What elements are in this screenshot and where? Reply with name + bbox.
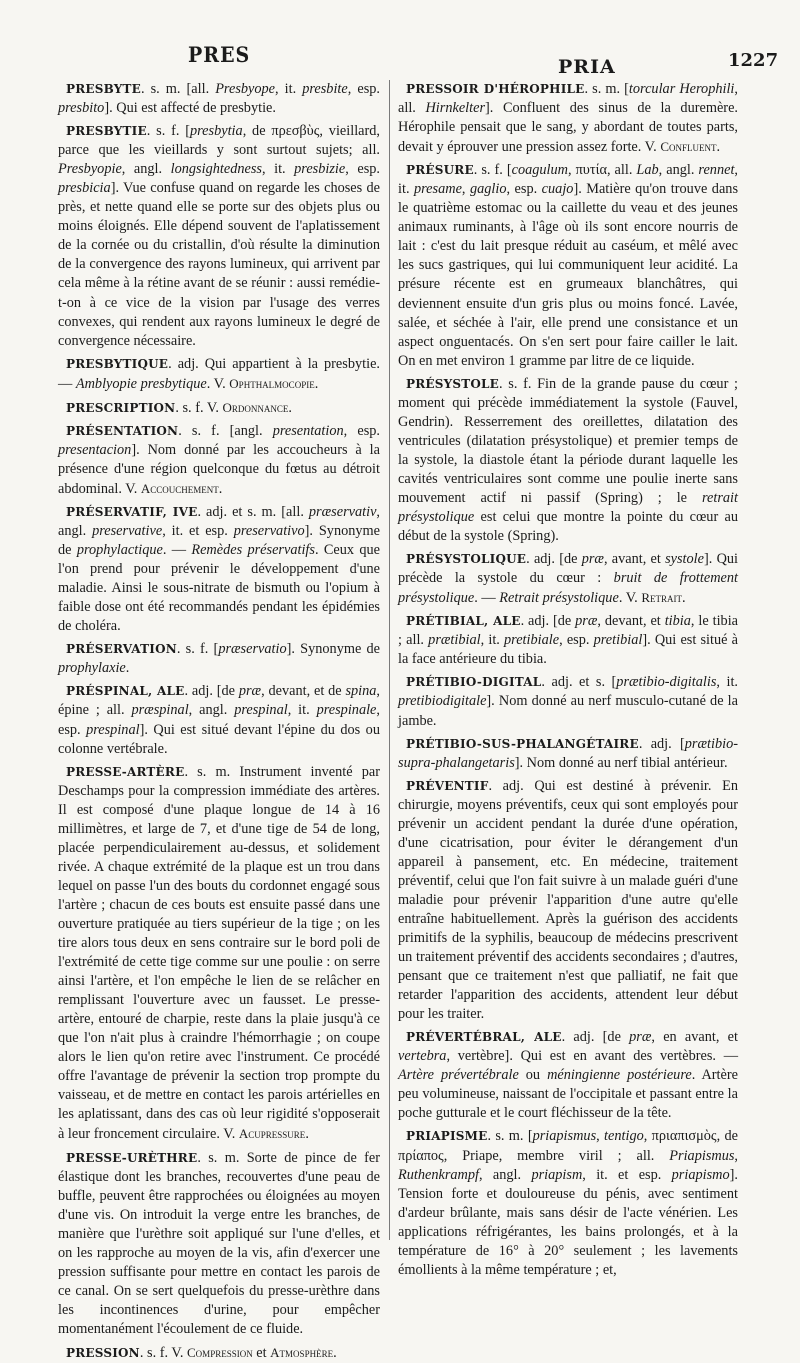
- entry-text: .: [333, 1345, 337, 1361]
- entry-headword: PRÉSERVATION: [66, 642, 177, 657]
- entry-italic-term: præ: [238, 683, 262, 700]
- entry-headword: PRESBYTIE: [66, 124, 147, 139]
- entry-text: , esp.: [347, 81, 380, 97]
- entry-italic-term: méningienne postérieure: [547, 1067, 692, 1084]
- entry-headword: PRESSOIR D'HÉROPHILE: [406, 82, 585, 96]
- entry-cross-reference: Ophthalmocopie: [229, 375, 315, 391]
- entry-text: .: [305, 1126, 309, 1143]
- dictionary-entry: [398, 1028, 738, 1123]
- entry-text: , devant, et: [597, 613, 665, 630]
- entry-text: , devant, et de: [261, 683, 346, 700]
- entry-italic-term: prophylaxie: [58, 660, 126, 677]
- entry-text: . —: [162, 542, 192, 559]
- entry-text: . s. f. V.: [139, 1345, 188, 1361]
- entry-italic-term: spina: [345, 683, 377, 700]
- entry-italic-term: presbite: [302, 81, 348, 97]
- dictionary-entry: [398, 612, 738, 669]
- entry-text: ]. Qui précède la systole du cœur :: [398, 551, 739, 587]
- entry-italic-term: Retrait présystolique: [499, 590, 619, 607]
- entry-text: , esp.: [343, 422, 381, 439]
- dictionary-entry: [58, 1149, 380, 1339]
- entry-text: , πριαπισμὸς, de πρίαπος, Priape, membre viril ; all.: [398, 1128, 738, 1164]
- entry-headword: PRÉSPINAL, ALE: [66, 684, 185, 699]
- entry-text: . s. m. Sorte de pince de fer élastique dont les branches, recouvertes d'une peau de buffle, peuvent être rapprochées ou éloignées au moyen d'une vis. On introduit la verge entre les branches, de manière que l'urèthre soit appliqué sur l'une d'elles, et on les rapproche au moyen de la vis, afin d'exercer une pression suffisante pour mettre en contact les parois de ce canal. On se sert quelquefois du presse-urèthre dans les incontinences d'urine, pour empêcher momentanément l'écoulement de ce fluide.: [58, 1149, 380, 1337]
- entry-text: . s. f. Fin de la grande pause du cœur ; moment qui précède immédiatement la systole (Fauvel, Gendrin). Resserrement des oreillettes, dilatation des ventricules (dilatation présystolique) et premier temps de la systole, la diastole étant la période durant laquelle les cavités ventriculaires sont comme une poulie inerte sans mouvement actif ni passif (Spring) ; le: [398, 375, 738, 506]
- entry-cross-reference: Compression: [187, 1345, 253, 1360]
- entry-text: .: [716, 139, 721, 156]
- entry-text: , avant, et: [603, 551, 666, 568]
- entry-headword: PRESCRIPTION: [66, 400, 176, 415]
- entry-headword: PRIAPISME: [406, 1129, 488, 1144]
- entry-text: . adj. [de: [526, 551, 582, 568]
- dictionary-entry: [58, 122, 380, 351]
- entry-text: , angl.: [658, 162, 699, 179]
- dictionary-entry: [58, 763, 380, 1145]
- entry-text: ou: [518, 1067, 548, 1084]
- dictionary-entry: [398, 1127, 738, 1279]
- entry-italic-term: Amblyopie presbytique: [75, 375, 207, 392]
- entry-text: ]. Synonyme de: [286, 641, 381, 658]
- entry-italic-term: Remèdes préservatifs: [191, 542, 315, 559]
- entry-headword: PRESSION: [66, 1346, 140, 1360]
- entry-headword: PRÉSENTATION: [66, 423, 179, 438]
- dictionary-entry: [58, 398, 380, 418]
- entry-text: ,: [734, 1147, 738, 1164]
- entry-headword: PRÉTIBIO-DIGITAL: [406, 675, 542, 690]
- entry-text: ]. Nom donné au nerf tibial antérieur.: [514, 754, 728, 771]
- page-number: 1227: [728, 50, 779, 71]
- entry-text: et: [252, 1345, 271, 1361]
- entry-text: , angl.: [121, 161, 171, 178]
- entry-text: . s. f. [: [473, 162, 512, 179]
- entry-italic-term: pretibiale: [504, 632, 560, 649]
- entry-italic-term: præ: [575, 613, 598, 630]
- entry-italic-term: Priapismus: [669, 1147, 735, 1164]
- entry-italic-term: Artère prévertébrale: [398, 1067, 519, 1084]
- dictionary-entry: [58, 640, 380, 678]
- entry-italic-term: gaglio: [469, 181, 507, 198]
- running-head-left: PRES: [188, 42, 251, 68]
- entry-headword: PRESBYTE: [66, 82, 141, 96]
- entry-italic-term: prætibio-digitalis: [616, 674, 717, 691]
- entry-italic-term: prespinale: [316, 702, 377, 719]
- entry-italic-term: priapismo: [671, 1166, 730, 1183]
- entry-italic-term: prespinal: [86, 721, 140, 738]
- entry-italic-term: coagulum: [511, 162, 568, 179]
- entry-text: . adj. Qui appartient à la presbytie. —: [58, 355, 380, 392]
- right-column: [398, 80, 739, 1278]
- entry-text: . V.: [618, 590, 642, 607]
- entry-headword: PRÉSYSTOLE: [406, 376, 500, 391]
- entry-headword: PRESSE-ARTÈRE: [66, 764, 185, 779]
- entry-text: . adj. Qui est destiné à prévenir. En chirurgie, moyens préventifs, ceux qui sont employés pour prévenir un accident pendant la durée d'une opération, d'une cicatrisation, pour éviter le dérangement d'un appareil à pansement, etc. En médecine, traitement préventif, celui que l'on fait suivre à un malade guéri d'une maladie pour prévenir l'apparition d'une autre qu'elle entraîne habituellement. Après la guérison des accidents primitifs de la syphilis, beaucoup de médecins prescrivent un traitement préventif des accidents secondaires ; d'autres, pensant que ce traitement n'est que palliatif, ne fait que retarder l'apparition des accidents, attendent leur début pour les traiter.: [398, 777, 738, 1023]
- dictionary-entry: [398, 777, 738, 1025]
- entry-text: . —: [474, 590, 500, 607]
- entry-cross-reference: Confluent: [660, 139, 717, 155]
- entry-text: , it.: [275, 81, 303, 97]
- entry-italic-term: cuajo: [541, 181, 574, 198]
- entry-text: . s. m. [: [584, 81, 629, 97]
- entry-italic-term: bruit de frottement présystolique: [398, 570, 738, 607]
- entry-text: .: [125, 660, 130, 677]
- entry-text: . s. m. [: [487, 1128, 533, 1145]
- entry-headword: PRÉVERTÉBRAL, ALE: [406, 1030, 562, 1045]
- dictionary-entry: [398, 80, 738, 157]
- dictionary-entry: [58, 682, 380, 758]
- entry-cross-reference: Acupressure: [238, 1126, 306, 1142]
- entry-italic-term: præspinal: [131, 702, 189, 719]
- entry-text: . s. f. [: [146, 123, 190, 140]
- entry-italic-term: tibia: [664, 613, 691, 630]
- entry-cross-reference: Ordonnance: [222, 399, 289, 415]
- entry-italic-term: prætibio-supra-phalangetaris: [398, 735, 738, 771]
- left-column: [58, 80, 381, 1361]
- entry-headword: PRÉTIBIAL, ALE: [406, 614, 521, 629]
- entry-text: , épine ; all.: [58, 683, 380, 719]
- entry-text: . adj. [de: [520, 613, 576, 630]
- entry-headword: PRÉSYSTOLIQUE: [406, 552, 527, 567]
- entry-italic-term: presbizie: [294, 161, 346, 178]
- running-head-right: PRIA: [558, 56, 616, 78]
- entry-italic-term: preservativo: [233, 523, 305, 540]
- entry-text: ,: [596, 1128, 605, 1145]
- entry-text: . adj. et s. m. [all.: [197, 503, 309, 520]
- column-divider: [389, 80, 390, 1240]
- entry-italic-term: systole: [665, 551, 704, 568]
- entry-headword: PRÉTIBIO-SUS-PHALANGÉTAIRE: [406, 736, 639, 751]
- entry-text: . adj. [de: [561, 1029, 630, 1046]
- entry-text: ,: [461, 181, 470, 198]
- entry-headword: PRÉSURE: [406, 163, 474, 178]
- entry-italic-term: torcular Herophili: [628, 81, 735, 97]
- entry-text: . s. f. [: [176, 641, 219, 658]
- dictionary-entry: [398, 673, 738, 730]
- entry-text: ]. Nom donné au nerf musculo-cutané de la jambe.: [398, 693, 738, 729]
- entry-text: , esp.: [559, 632, 594, 649]
- entry-text: .: [218, 480, 223, 497]
- entry-text: ]. Matière qu'on trouve dans le quatrième estomac ou la caillette du veau et des jeunes animaux ruminants, à l'âge où ils sont encore nourris de lait : c'est du lait presque réduit au caséum, et mêlé avec les sucs gastriques, qui lui communiquent leur acidité. La présure récente est en grumeaux blanchâtres, qui deviennent ensuite d'un gris plus ou moins foncé. Lavée, salée, et séchée à l'air, elle prend une consistance et un aspect onguentacés. On s'en sert pour faire cailler le lait. On en met environ 1 gramme par litre de ce liquide.: [398, 181, 739, 369]
- entry-text: . s. m. [all.: [140, 81, 216, 97]
- entry-headword: PRESBYTIQUE: [66, 356, 169, 371]
- entry-italic-term: prætibial: [428, 632, 481, 649]
- dictionary-entry: [58, 355, 380, 394]
- entry-italic-term: presbito: [58, 100, 105, 117]
- entry-italic-term: prespinal: [234, 702, 288, 719]
- entry-text: , all.: [398, 81, 738, 117]
- entry-italic-term: Lab: [636, 162, 659, 179]
- entry-italic-term: presentacion: [58, 441, 132, 458]
- entry-text: .: [288, 399, 292, 416]
- entry-text: , angl.: [58, 503, 380, 540]
- entry-italic-term: presentation: [272, 422, 344, 439]
- entry-text: , de πρεσβὺς, vieillard, parce que les vieillards y sont surtout sujets; all.: [58, 123, 381, 159]
- entry-text: , angl.: [188, 702, 235, 719]
- entry-italic-term: rennet: [698, 162, 735, 179]
- dictionary-entry: [58, 503, 380, 636]
- entry-text: . s. f. V.: [175, 399, 223, 416]
- entry-text: ]. Synonyme de: [58, 523, 380, 559]
- dictionary-entry: [58, 1343, 380, 1363]
- entry-text: , esp.: [58, 702, 380, 738]
- entry-text: , esp.: [506, 181, 542, 198]
- entry-text: , it.: [287, 702, 317, 719]
- entry-text: . s. m. Instrument inventé par Deschamps pour la compression immédiate des artères. Il est composé d'une plaque longue de 14 à 16 millimètres, et large de 7, et d'une tige de 54 de long, placée perpendiculairement au-dessus, et solidement rivée. A chaque extrémité de la plaque est un trou dans lequel on passe l'un des bouts du cordonnet engagé sous l'artère ; chacun de ces bouts est ensuite passé dans une ouverture pratiquée au tiers supérieur de la tige ; on les tire alors tous deux en sens contraire sur le bord poli de l'extrémité de cette tige comme sur une poulie : on serre ainsi l'artère, et l'on empêche le lien de se relâcher en remplissant l'ouverture avec un fausset. Le presse-artère, entouré de charpie, reste dans la plaie jusqu'à ce que l'on n'ait plus à craindre l'hémorrhagie ; on coupe alors le lien qu'on retire avec l'instrument. Ce procédé offre l'avantage de prévenir la section trop prompte du vaisseau, et de mettre en contact les parois artérielles en les aplatissant, dans des cas où leur rigidité s'opposerait à leur froncement circulaire. V.: [58, 763, 380, 1143]
- entry-text: . adj. [de: [184, 683, 239, 700]
- entry-italic-term: presbytia: [190, 123, 243, 140]
- entry-text: , en avant, et: [651, 1029, 738, 1046]
- entry-text: . adj. [: [638, 735, 685, 752]
- entry-text: . Ceux que l'on prend pour prévenir le développement d'une maladie. Ainsi le sous-nitrate de bismuth ou l'opium à faible dose ont été recommandés pendant les épidémies de choléra.: [58, 542, 380, 635]
- entry-italic-term: præ: [629, 1029, 652, 1046]
- entry-text: , it. et esp.: [162, 523, 234, 540]
- entry-text: ]. Qui est situé à la face antérieure du tibia.: [398, 632, 738, 668]
- entry-text: , πυτία, all.: [568, 162, 637, 179]
- dictionary-entry: [398, 550, 738, 608]
- entry-text: .: [682, 590, 686, 607]
- entry-italic-term: retrait présystolique: [398, 489, 738, 526]
- entry-cross-reference: Accouchement: [140, 480, 219, 496]
- entry-text: , le tibia ; all.: [398, 613, 739, 649]
- dictionary-entry: [58, 80, 380, 118]
- dictionary-entry: [58, 422, 380, 499]
- entry-text: ]. Qui est situé devant l'épine du dos ou colonne vertébrale.: [58, 721, 380, 757]
- entry-text: ]. Confluent des sinus de la duremère. Hérophile pensait que le sang, y abordant de toutes parts, devait y éprouver une pression assez forte. V.: [398, 100, 738, 156]
- entry-text: , it.: [398, 162, 738, 198]
- entry-italic-term: prophylactique: [76, 542, 163, 559]
- entry-italic-term: vertebra: [398, 1048, 447, 1065]
- entry-italic-term: presbicia: [58, 180, 111, 197]
- entry-italic-term: Hirnkelter: [425, 100, 486, 117]
- dictionary-entry: [398, 735, 738, 773]
- entry-text: , esp.: [345, 161, 380, 178]
- entry-text: ]. Nom donné par les accoucheurs à la présence d'une région quelconque du fœtus au détroit abdominal. V.: [58, 441, 380, 497]
- entry-italic-term: præservativ: [308, 503, 377, 520]
- entry-italic-term: præservatio: [218, 641, 287, 658]
- entry-text: ]. Qui est affecté de presbytie.: [104, 100, 276, 117]
- entry-text: ]. Tension forte et douloureuse du pénis, avec sentiment d'ardeur brûlante, mais sans désir de l'acte vénérien. Les applications réfrigérantes, les bains prolongés, et à la température de 16° à 20° seulement ; les lavements émollients à la même température ; et,: [398, 1166, 738, 1278]
- dictionary-entry: [398, 375, 738, 546]
- entry-italic-term: pretibial: [593, 632, 643, 649]
- entry-text: .: [314, 375, 319, 392]
- entry-text: , vertèbre]. Qui est en avant des vertèbres. —: [446, 1048, 738, 1065]
- entry-text: , angl.: [479, 1166, 532, 1183]
- entry-text: , it.: [261, 161, 295, 178]
- entry-text: , it.: [480, 632, 505, 649]
- entry-text: est celui que montre la pointe du cœur au début de la systole (Spring).: [398, 509, 738, 545]
- entry-text: . s. f. [angl.: [178, 422, 273, 439]
- entry-italic-term: priapismus: [532, 1128, 597, 1145]
- entry-headword: PRESSE-URÈTHRE: [66, 1150, 198, 1165]
- entry-text: . adj. et s. [: [541, 674, 617, 691]
- entry-text: , it.: [716, 674, 738, 691]
- entry-italic-term: Presbyope: [215, 81, 276, 97]
- entry-headword: PRÉVENTIF: [406, 778, 489, 793]
- entry-italic-term: Presbyopie: [58, 161, 122, 178]
- entry-italic-term: presame: [414, 181, 462, 198]
- entry-italic-term: tentigo: [604, 1128, 644, 1145]
- entry-text: ]. Vue confuse quand on regarde les choses de près, et nette quand elle se porte sur des objets plus ou moins éloignés. Elle dépend souvent de l'aplatissement de la cornée ou du cristallin, d'où résulte la diminution de la convergence des rayons lumineux, qui arrivent par cela même à la rétine avant de se réunir : aussi remédie-t-on à ce vice de la vision par l'usage des verres convexes, qui rendent aux rayons lumineux le degré de convergence nécessaire.: [58, 180, 380, 349]
- entry-headword: PRÉSERVATIF, IVE: [66, 504, 198, 519]
- entry-text: . Artère peu volumineuse, naissant de l'occipitale et passant entre la poche gutturale et le court fléchisseur de la tête.: [398, 1067, 738, 1122]
- entry-text: . V.: [206, 375, 230, 392]
- entry-italic-term: preservative: [92, 523, 163, 540]
- entry-italic-term: præ: [581, 551, 604, 568]
- entry-text: , it. et esp.: [582, 1166, 672, 1183]
- entry-cross-reference: Atmosphère: [270, 1345, 334, 1360]
- dictionary-entry: [398, 161, 738, 371]
- entry-italic-term: Ruthenkrampf: [398, 1166, 479, 1183]
- entry-italic-term: priapism: [531, 1166, 583, 1183]
- entry-italic-term: pretibiodigitale: [398, 693, 487, 710]
- entry-cross-reference: Retrait: [641, 590, 683, 606]
- entry-italic-term: longsightedness: [170, 161, 262, 178]
